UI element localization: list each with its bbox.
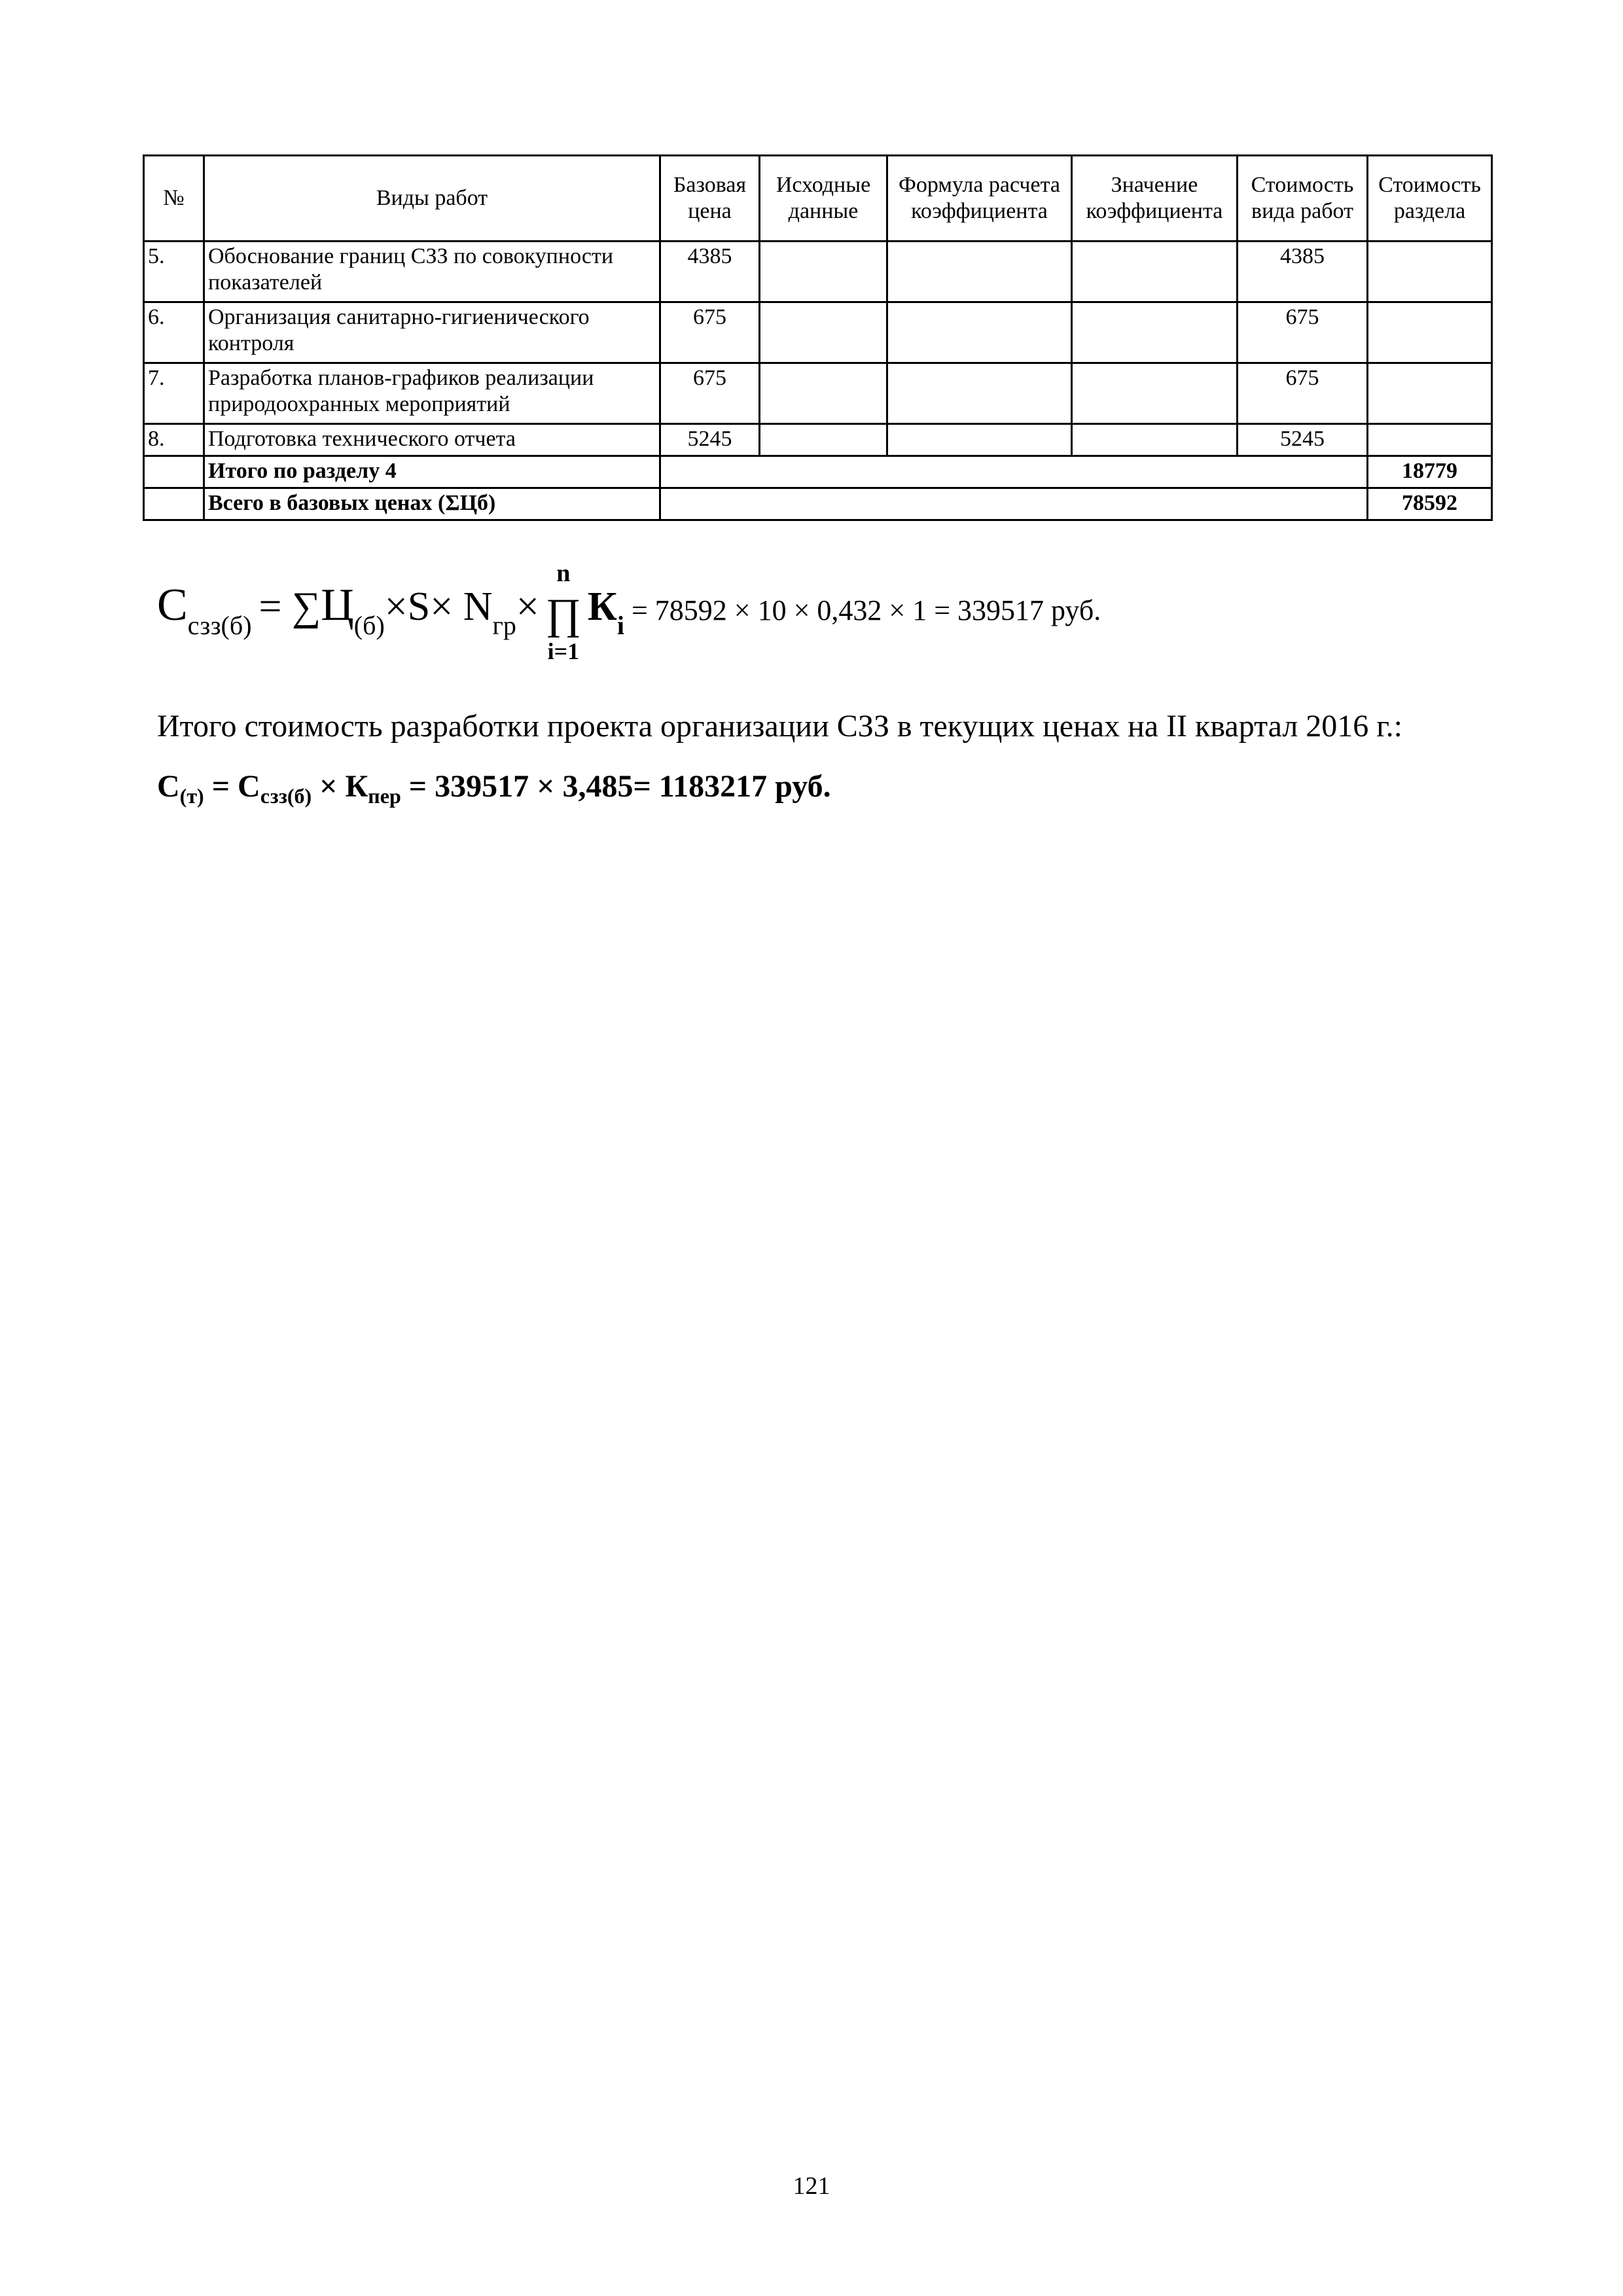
formula2-times-k: × К <box>312 769 368 804</box>
formula-k-subscript: i <box>616 611 624 641</box>
row-work: Организация санитарно-гигиенического контроля <box>204 302 660 363</box>
row-coef-value <box>1072 363 1238 424</box>
table-row <box>144 242 1492 302</box>
row-source-data <box>760 242 887 302</box>
header-coef-value: Значение коэффициента <box>1072 156 1238 242</box>
product-upper-limit: n <box>556 560 571 587</box>
formula2-k-subscript: пер <box>368 784 401 808</box>
formula-c-subscript: сзз(б) <box>187 611 252 641</box>
table-header-row <box>144 156 1492 242</box>
row-base-price: 4385 <box>660 242 760 302</box>
summary-paragraph: Итого стоимость разработки проекта организации СЗЗ в текущих ценах на II квартал 2016 г.: <box>157 709 1402 744</box>
table-row <box>144 363 1492 424</box>
table-row <box>144 424 1492 456</box>
row-section-cost <box>1368 363 1492 424</box>
row-no: 7. <box>144 363 204 424</box>
header-base-price: Базовая цена <box>660 156 760 242</box>
total-section-spacer <box>660 456 1368 488</box>
row-source-data <box>760 363 887 424</box>
formula2-eq: = С <box>204 769 260 804</box>
cost-table <box>143 154 1493 521</box>
row-work-cost: 5245 <box>1238 424 1368 456</box>
row-coef-value <box>1072 302 1238 363</box>
row-no: 6. <box>144 302 204 363</box>
row-section-cost <box>1368 424 1492 456</box>
table-row <box>144 302 1492 363</box>
row-base-price: 675 <box>660 302 760 363</box>
row-coef-formula <box>887 302 1072 363</box>
formula-ts-subscript: (б) <box>353 611 385 641</box>
header-coef-formula: Формула расчета коэффициента <box>887 156 1072 242</box>
formula-eq-sum: = ∑ <box>259 584 321 630</box>
row-coef-value <box>1072 242 1238 302</box>
formula-n-subscript: гр <box>492 611 516 641</box>
header-no: № <box>144 156 204 242</box>
header-section-cost: Стоимость раздела <box>1368 156 1492 242</box>
formula-times-s-n: ×S× N <box>384 584 493 630</box>
total-base-spacer <box>660 488 1368 520</box>
product-lower-limit: i=1 <box>547 638 580 664</box>
row-section-cost <box>1368 302 1492 363</box>
row-work-cost: 4385 <box>1238 242 1368 302</box>
total-base-no <box>144 488 204 520</box>
page-number: 121 <box>793 2172 830 2200</box>
row-source-data <box>760 302 887 363</box>
total-section-label: Итого по разделу 4 <box>204 456 660 488</box>
row-coef-value <box>1072 424 1238 456</box>
formula-result: = 78592 × 10 × 0,432 × 1 = 339517 руб. <box>631 594 1101 627</box>
formula2-c-subscript: (т) <box>179 784 204 808</box>
row-no: 8. <box>144 424 204 456</box>
header-work: Виды работ <box>204 156 660 242</box>
row-base-price: 675 <box>660 363 760 424</box>
row-work: Обоснование границ СЗЗ по совокупности показателей <box>204 242 660 302</box>
product-symbol: ∏ <box>545 590 582 638</box>
row-work: Подготовка технического отчета <box>204 424 660 456</box>
formula2-c2-subscript: сзз(б) <box>260 784 312 808</box>
row-coef-formula <box>887 363 1072 424</box>
total-section-value: 18779 <box>1368 456 1492 488</box>
formula2-c: С <box>157 769 180 804</box>
row-section-cost <box>1368 242 1492 302</box>
row-coef-formula <box>887 242 1072 302</box>
header-work-cost: Стоимость вида работ <box>1238 156 1368 242</box>
total-section-no <box>144 456 204 488</box>
header-source-data: Исходные данные <box>760 156 887 242</box>
cost-formula <box>157 560 1492 682</box>
total-base-value: 78592 <box>1368 488 1492 520</box>
row-work-cost: 675 <box>1238 363 1368 424</box>
row-source-data <box>760 424 887 456</box>
formula2-result: = 339517 × 3,485= 1183217 руб. <box>401 769 831 804</box>
product-operator <box>541 560 586 664</box>
row-no: 5. <box>144 242 204 302</box>
row-work-cost: 675 <box>1238 302 1368 363</box>
formula-times: × <box>516 584 539 630</box>
total-section-row <box>144 456 1492 488</box>
formula-k: К <box>587 584 617 630</box>
formula-ts: Ц <box>321 580 354 631</box>
total-base-label: Всего в базовых ценах (ΣЦб) <box>204 488 660 520</box>
row-work: Разработка планов-графиков реализации природоохранных мероприятий <box>204 363 660 424</box>
row-coef-formula <box>887 424 1072 456</box>
total-base-row <box>144 488 1492 520</box>
row-base-price: 5245 <box>660 424 760 456</box>
formula-c: С <box>157 580 188 631</box>
current-cost-formula <box>157 768 831 808</box>
